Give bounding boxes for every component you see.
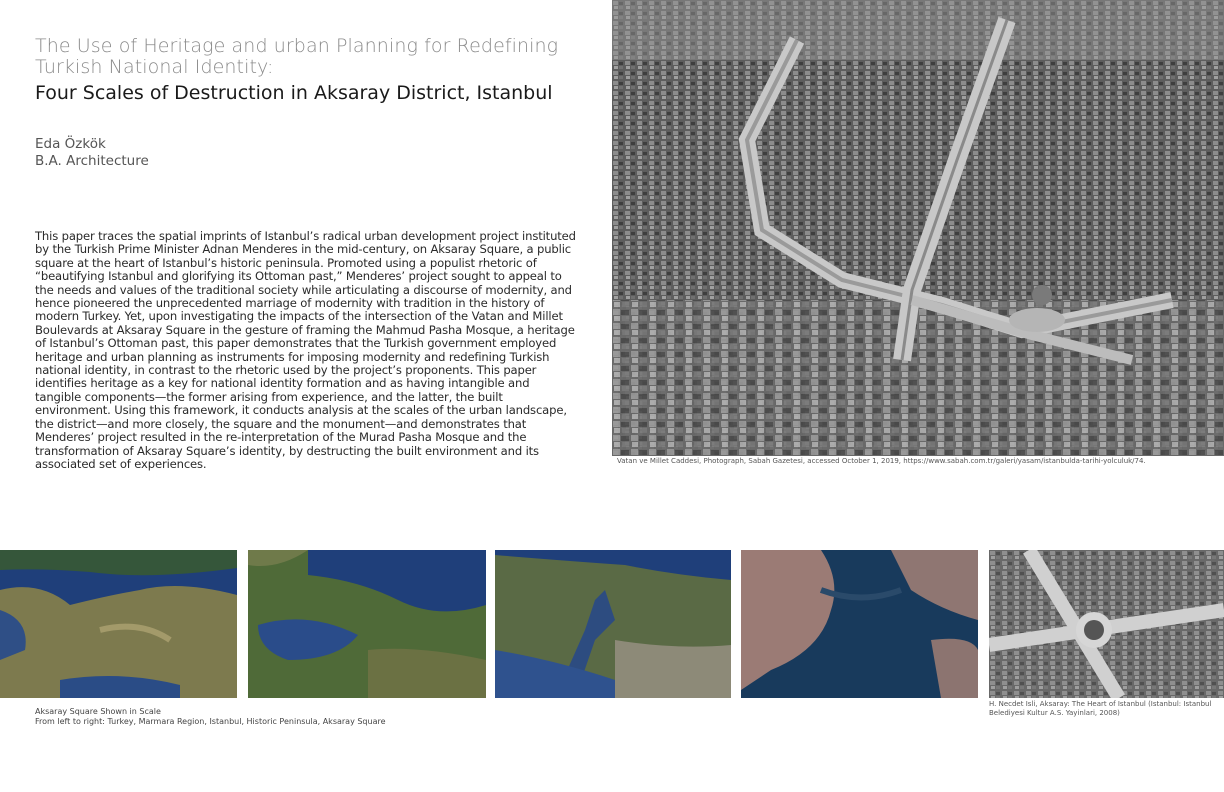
- abstract-text: This paper traces the spatial imprints of Istanbul’s radical urban development project instituted by the Turkish Prime Minister Adnan Menderes in the mid-century, on Aksaray Square, a public square at the heart of Istanbul’s historic peninsula. Promoted using a populist rhetoric of “beautifying Istanbul and glorifying its Ottoman past,” Menderes’ project sought to appeal to the needs and values of the traditional society while articulating a discourse of modernity, and hence pioneered the unprecedented marriage of modernity with tradition in the history of modern Turkey. Yet, upon investigating the impacts of the intersection of the Vatan and Millet Boulevards at Aksaray Square in the gesture of framing the Mahmud Pasha Mosque, a heritage of Istanbul’s Ottoman past, this paper demonstrates that the Turkish government employed heritage and urban planning as instruments for imposing modernity and redefining Turkish national identity, in contrast to the rhetoric used by the project’s proponents. This paper identifies heritage as a key for national identity formation and as having intangible and tangible components—the former arising from experience, and the latter, the built environment. Using this framework, it conducts analysis at the scales of the urban landscape, the district—and more closely, the square and the monument—and demonstrates that Menderes’ project resulted in the re-interpretation of the Murad Pasha Mosque and the transformation of Aksaray Square’s identity, by destructing the built environment and its associated set of experiences.: [35, 229, 576, 471]
- title-subtitle: [35, 36, 595, 78]
- photo-aksaray-square: [989, 550, 1224, 698]
- scale-caption: [35, 707, 386, 727]
- author-degree: B.A. Architecture: [35, 153, 149, 169]
- aksaray-photo-caption: H. Necdet Isli, Aksaray: The Heart of Istanbul (Istanbul: Istanbul Belediyesi Kultur A.S. Yayinlari, 2008): [989, 700, 1212, 717]
- page-title: Four Scales of Destruction in Aksaray District, Istanbul: [35, 82, 553, 104]
- aerial-photo-caption: Vatan ve Millet Caddesi, Photograph, Sabah Gazetesi, accessed October 1, 2019, https://www.sabah.com.tr/galeri/yasam/istanbulda-tarihi-yolculuk/74.: [617, 457, 1146, 465]
- map-historic-peninsula: [741, 550, 978, 698]
- title-line-2: Turkish National Identity:: [35, 56, 274, 78]
- scale-caption-order: From left to right: Turkey, Marmara Region, Istanbul, Historic Peninsula, Aksaray Square: [35, 717, 386, 726]
- map-turkey: [0, 550, 237, 698]
- map-istanbul: [495, 550, 731, 698]
- title-line-1: The Use of Heritage and urban Planning for Redefining: [35, 35, 559, 57]
- map-marmara-region: [248, 550, 486, 698]
- scale-caption-title: Aksaray Square Shown in Scale: [35, 707, 161, 716]
- aerial-photograph: [612, 0, 1224, 456]
- author-name: Eda Özkök: [35, 136, 106, 152]
